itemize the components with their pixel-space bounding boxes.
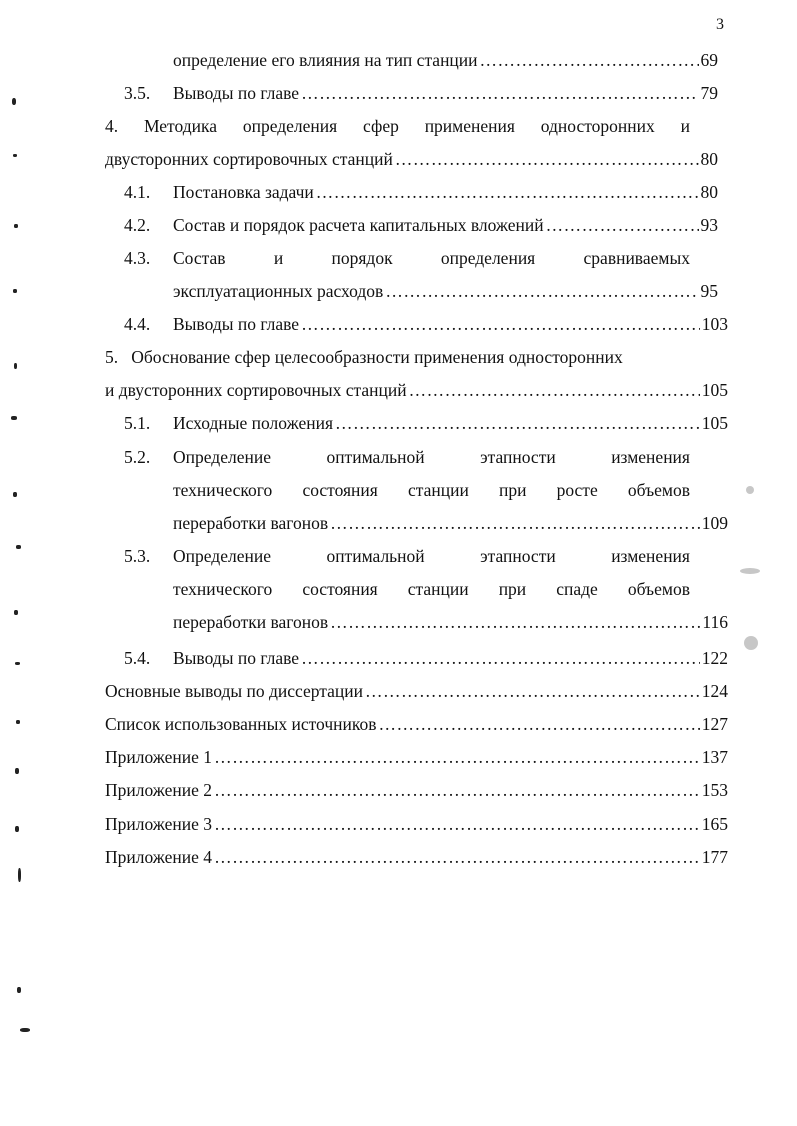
toc-entry-4-4-number: 4.4.	[124, 314, 151, 334]
toc-page-number: 165	[701, 814, 728, 834]
toc-leader-dots	[379, 713, 700, 735]
toc-entry-4-3-line2[interactable]	[173, 280, 718, 302]
word: определения	[440, 248, 536, 268]
word: состояния	[302, 579, 378, 599]
toc-entry-continuation[interactable]	[173, 49, 718, 71]
word: станции	[407, 579, 469, 599]
toc-page-number: 80	[700, 149, 718, 169]
toc-entry-3-5-number: 3.5.	[124, 83, 151, 103]
word: порядок	[331, 248, 393, 268]
toc-chapter-4-line2[interactable]	[105, 148, 718, 170]
toc-entry-5-4[interactable]	[173, 647, 728, 669]
toc-page-number: 79	[700, 83, 718, 103]
word: сфер	[363, 116, 399, 136]
toc-entry-5-3-line3[interactable]	[173, 611, 728, 633]
word: объемов	[627, 480, 690, 500]
toc-entry-5-4-number: 5.4.	[124, 648, 151, 668]
toc-page-number: 127	[701, 714, 728, 734]
toc-entry-appendix-3[interactable]	[105, 813, 728, 835]
toc-leader-dots	[330, 512, 700, 534]
toc-entry-appendix-4[interactable]	[105, 846, 728, 868]
toc-entry-5-3-number: 5.3.	[124, 546, 151, 566]
scan-speck	[12, 98, 16, 105]
scan-speck	[15, 662, 20, 665]
word: объемов	[627, 579, 690, 599]
word: сравниваемых	[583, 248, 690, 268]
word: росте	[556, 480, 598, 500]
toc-entry-4-3-number: 4.3.	[124, 248, 151, 268]
toc-entry-title: эксплуатационных расходов	[173, 281, 384, 301]
toc-leader-dots	[385, 280, 698, 302]
toc-page-number: 93	[700, 215, 718, 235]
toc-entry-title: Приложение 2	[105, 780, 213, 800]
toc-entry-5-1[interactable]	[173, 412, 728, 434]
toc-entry-5-2-line1[interactable]	[173, 446, 690, 468]
toc-entry-3-5[interactable]	[173, 82, 718, 104]
toc-entry-title: Приложение 4	[105, 847, 213, 867]
word: при	[498, 480, 527, 500]
scan-speck	[14, 224, 18, 228]
toc-entry-title: Исходные положения	[173, 413, 334, 433]
toc-leader-dots	[330, 611, 700, 633]
toc-entry-5-2-line2[interactable]	[173, 479, 690, 501]
toc-page-number: 122	[701, 648, 728, 668]
word: при	[498, 579, 527, 599]
toc-entry-4-2-number: 4.2.	[124, 215, 151, 235]
scan-smudge	[746, 486, 754, 494]
word: технического	[173, 579, 273, 599]
toc-chapter-4-line1[interactable]	[105, 115, 690, 137]
toc-leader-dots	[214, 746, 700, 768]
word: 4.	[105, 116, 119, 136]
scan-speck	[15, 826, 19, 832]
toc-entry-4-1[interactable]	[173, 181, 718, 203]
toc-page-number: 95	[700, 281, 718, 301]
toc-entry-5-2-line3[interactable]	[173, 512, 728, 534]
toc-leader-dots	[301, 313, 700, 335]
toc-leader-dots	[214, 846, 700, 868]
toc-entry-title: Список использованных источников	[105, 714, 377, 734]
word: этапности	[480, 546, 556, 566]
toc-entry-conclusions[interactable]	[105, 680, 728, 702]
scan-speck	[14, 363, 17, 369]
word: применения	[424, 116, 515, 136]
toc-entry-title: Выводы по главе	[173, 648, 300, 668]
word: односторонних	[540, 116, 655, 136]
toc-entry-4-4[interactable]	[173, 313, 728, 335]
toc-entry-title: определение его влияния на тип станции	[173, 50, 478, 70]
toc-leader-dots	[409, 379, 700, 401]
toc-leader-dots	[301, 82, 698, 104]
toc-entry-title: переработки вагонов	[173, 612, 329, 632]
toc-page-number: 137	[701, 747, 728, 767]
toc-entry-title: Постановка задачи	[173, 182, 314, 202]
word: Определение	[173, 546, 271, 566]
scan-speck	[16, 720, 20, 724]
toc-entry-references[interactable]	[105, 713, 728, 735]
toc-page-number: 80	[700, 182, 718, 202]
toc-entry-title: Приложение 3	[105, 814, 213, 834]
toc-entry-5-3-line1[interactable]	[173, 545, 690, 567]
word: изменения	[611, 447, 690, 467]
toc-page-number: 105	[701, 380, 728, 400]
scan-speck	[14, 610, 18, 615]
toc-page-number: 116	[702, 612, 728, 632]
scan-smudge	[744, 636, 758, 650]
word: этапности	[480, 447, 556, 467]
toc-leader-dots	[365, 680, 700, 702]
toc-page-number: 103	[701, 314, 728, 334]
toc-page-number: 124	[701, 681, 728, 701]
page-number: 3	[716, 16, 724, 33]
toc-entry-title: Выводы по главе	[173, 83, 300, 103]
word: и	[680, 116, 690, 136]
toc-leader-dots	[480, 49, 699, 71]
scan-speck	[15, 768, 19, 774]
toc-page-number: 177	[701, 847, 728, 867]
toc-entry-4-3-line1[interactable]	[173, 247, 690, 269]
toc-chapter-5-line2[interactable]	[105, 379, 728, 401]
toc-leader-dots	[335, 412, 700, 434]
toc-leader-dots	[214, 813, 700, 835]
toc-leader-dots	[395, 148, 699, 170]
word: станции	[407, 480, 469, 500]
word: оптимальной	[326, 447, 425, 467]
scan-speck	[11, 416, 17, 420]
scan-speck	[18, 868, 21, 882]
toc-entry-4-1-number: 4.1.	[124, 182, 151, 202]
toc-leader-dots	[214, 779, 700, 801]
toc-entry-title: Приложение 1	[105, 747, 213, 767]
toc-entry-title: Основные выводы по диссертации	[105, 681, 364, 701]
scan-speck	[13, 492, 17, 497]
toc-page-number: 153	[701, 780, 728, 800]
toc-entry-title: Выводы по главе	[173, 314, 300, 334]
scan-speck	[20, 1028, 30, 1032]
word: Определение	[173, 447, 271, 467]
toc-entry-title: и двусторонних сортировочных станций	[105, 380, 407, 400]
toc-entry-5-2-number: 5.2.	[124, 447, 151, 467]
scan-speck	[17, 987, 21, 993]
toc-page-number: 105	[701, 413, 728, 433]
toc-entry-appendix-2[interactable]	[105, 779, 728, 801]
toc-entry-appendix-1[interactable]	[105, 746, 728, 768]
scan-speck	[13, 289, 17, 293]
scan-speck	[13, 154, 17, 157]
word: Методика	[143, 116, 217, 136]
toc-page-number: 109	[701, 513, 728, 533]
word: определения	[242, 116, 338, 136]
word: спаде	[556, 579, 598, 599]
word: изменения	[611, 546, 690, 566]
word: оптимальной	[326, 546, 425, 566]
toc-leader-dots	[316, 181, 699, 203]
toc-leader-dots	[546, 214, 699, 236]
toc-entry-5-1-number: 5.1.	[124, 413, 151, 433]
toc-entry-4-2[interactable]	[173, 214, 718, 236]
toc-entry-title: переработки вагонов	[173, 513, 329, 533]
toc-entry-title: Состав и порядок расчета капитальных вложений	[173, 215, 544, 235]
word: технического	[173, 480, 273, 500]
toc-chapter-5-line1[interactable]: 5. Обоснование сфер целесообразности применения односторонних	[105, 347, 623, 367]
toc-entry-title: двусторонних сортировочных станций	[105, 149, 393, 169]
word: состояния	[302, 480, 378, 500]
word: и	[273, 248, 284, 268]
toc-entry-5-3-line2[interactable]	[173, 578, 690, 600]
toc-leader-dots	[301, 647, 700, 669]
word: Состав	[173, 248, 226, 268]
scan-smudge	[740, 568, 760, 574]
scan-speck	[16, 545, 21, 549]
toc-page-number: 69	[700, 50, 718, 70]
